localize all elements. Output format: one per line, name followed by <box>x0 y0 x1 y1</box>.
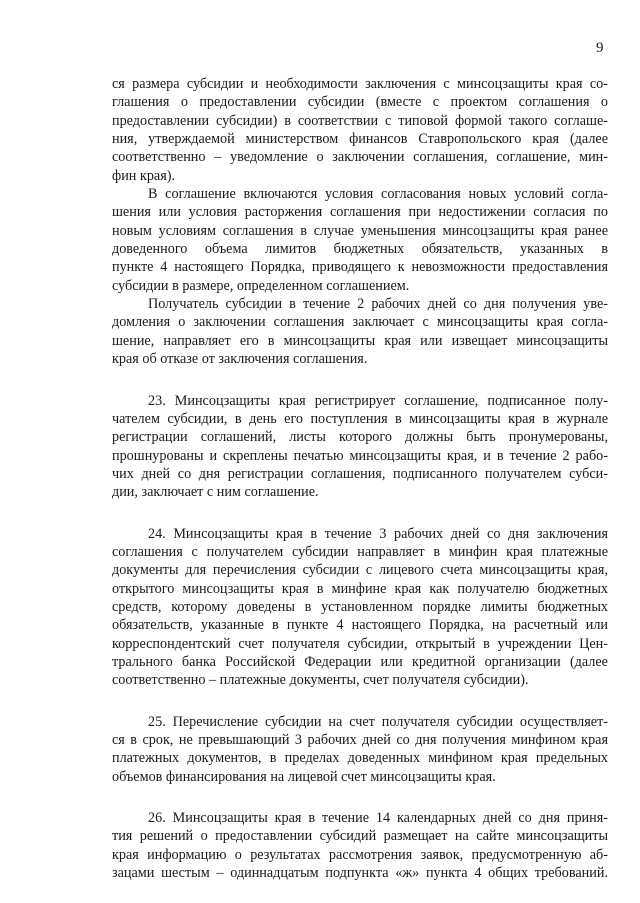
text-line: чих дней со дня регистрации соглашения, подписанного получателем субси- <box>112 465 608 482</box>
text-line: корреспондентский счет получателя субсидии, открытый в учреждении Цен- <box>112 635 608 652</box>
text-line: соответственно – уведомление о заключении соглашения, соглашение, мин- <box>112 149 608 166</box>
text-line: домления о заключении соглашения заключает с минсоцзащиты края согла- <box>112 314 608 331</box>
text-line: Получатель субсидии в течение 2 рабочих дней со дня получения уве- <box>148 296 608 313</box>
paragraph-gap <box>112 786 608 809</box>
text-line: соответственно – платежные документы, счет получателя субсидии). <box>112 672 529 689</box>
paragraph-conditions <box>112 185 608 295</box>
text-line: новым условиям соглашения в случае уменьшения минсоцзащиты края ранее <box>112 222 608 239</box>
paragraph-gap <box>112 369 608 392</box>
text-line: шение, направляет его в минсоцзащиты края или извещает минсоцзащиты <box>112 332 608 349</box>
text-line: дии, заключает с ним соглашение. <box>112 484 319 501</box>
text-line: В соглашение включаются условия согласования новых условий согла- <box>148 186 608 203</box>
text-line: зацами шестым – одиннадцатым подпункта «ж» пункта 4 общих требований. <box>112 865 608 882</box>
text-line: доведенного объема лимитов бюджетных обязательств, указанных в <box>112 241 608 258</box>
page-number: 9 <box>596 40 604 56</box>
text-line: предоставлении субсидии) в соответствии с типовой формой такого соглаше- <box>112 112 608 129</box>
text-line: субсидии в размере, определенном соглашением. <box>112 277 410 294</box>
paragraph-24 <box>112 525 608 690</box>
paragraph-23 <box>112 392 608 502</box>
text-line: соглашения с получателем субсидии направляет в минфин края платежные <box>112 543 608 560</box>
text-line: платежных документов, в пределах доведенных минфином края предельных <box>112 750 608 767</box>
text-line: обязательств, указанные в пункте 4 настоящего Порядка, на расчетный или <box>112 617 608 634</box>
text-line: 24. Минсоцзащиты края в течение 3 рабочих дней со дня заключения <box>148 525 608 542</box>
text-line: шения или условия расторжения соглашения при недостижении согласия по <box>112 204 608 221</box>
text-line: ся размера субсидии и необходимости заключения с минсоцзащиты края со- <box>112 76 608 92</box>
text-line: чателем субсидии, в день его поступления в минсоцзащиты края в журнале <box>112 410 608 427</box>
paragraph-gap <box>112 502 608 525</box>
text-line: документы для перечисления субсидии с лицевого счета минсоцзащиты края, <box>112 562 608 579</box>
text-line: 23. Минсоцзащиты края регистрирует соглашение, подписанное полу- <box>148 392 608 409</box>
document-body <box>112 75 608 882</box>
text-line: ся в срок, не превышающий 3 рабочих дней со дня получения минфином края <box>112 732 608 748</box>
paragraph-continuation <box>112 75 608 185</box>
paragraph-gap <box>112 690 608 713</box>
text-line: прошнурованы и скреплены печатью минсоцзащиты края, и в течение 2 рабо- <box>112 447 608 464</box>
text-line: фин края). <box>112 167 176 184</box>
text-line: 26. Минсоцзащиты края в течение 14 календарных дней со дня приня- <box>148 810 608 827</box>
paragraph-recipient <box>112 295 608 368</box>
paragraph-26 <box>112 809 608 882</box>
text-line: пункте 4 настоящего Порядка, приводящего к невозможности предоставления <box>112 259 608 276</box>
text-line: 25. Перечисление субсидии на счет получателя субсидии осуществляет- <box>148 713 608 730</box>
paragraph-25 <box>112 713 608 786</box>
text-line: регистрации соглашений, листы которого должны быть пронумерованы, <box>112 429 608 446</box>
text-line: трального банка Российской Федерации или кредитной организации (далее <box>112 653 608 670</box>
text-line: открытого минсоцзащиты края в минфине края как получателю бюджетных <box>112 580 608 597</box>
text-line: глашения о предоставлении субсидии (вместе с проектом соглашения о <box>112 94 608 111</box>
text-line: края информацию о результатах рассмотрения заявок, предусмотренную аб- <box>112 846 608 863</box>
text-line: края об отказе от заключения соглашения. <box>112 351 368 368</box>
text-line: тия решений о предоставлении субсидий размещает на сайте минсоцзащиты <box>112 828 608 845</box>
text-line: объемов финансирования на лицевой счет минсоцзащиты края. <box>112 768 496 785</box>
text-line: ния, утверждаемой министерством финансов Ставропольского края (далее <box>112 131 608 148</box>
text-line: средств, которому доведены в установленном порядке лимиты бюджетных <box>112 598 608 615</box>
